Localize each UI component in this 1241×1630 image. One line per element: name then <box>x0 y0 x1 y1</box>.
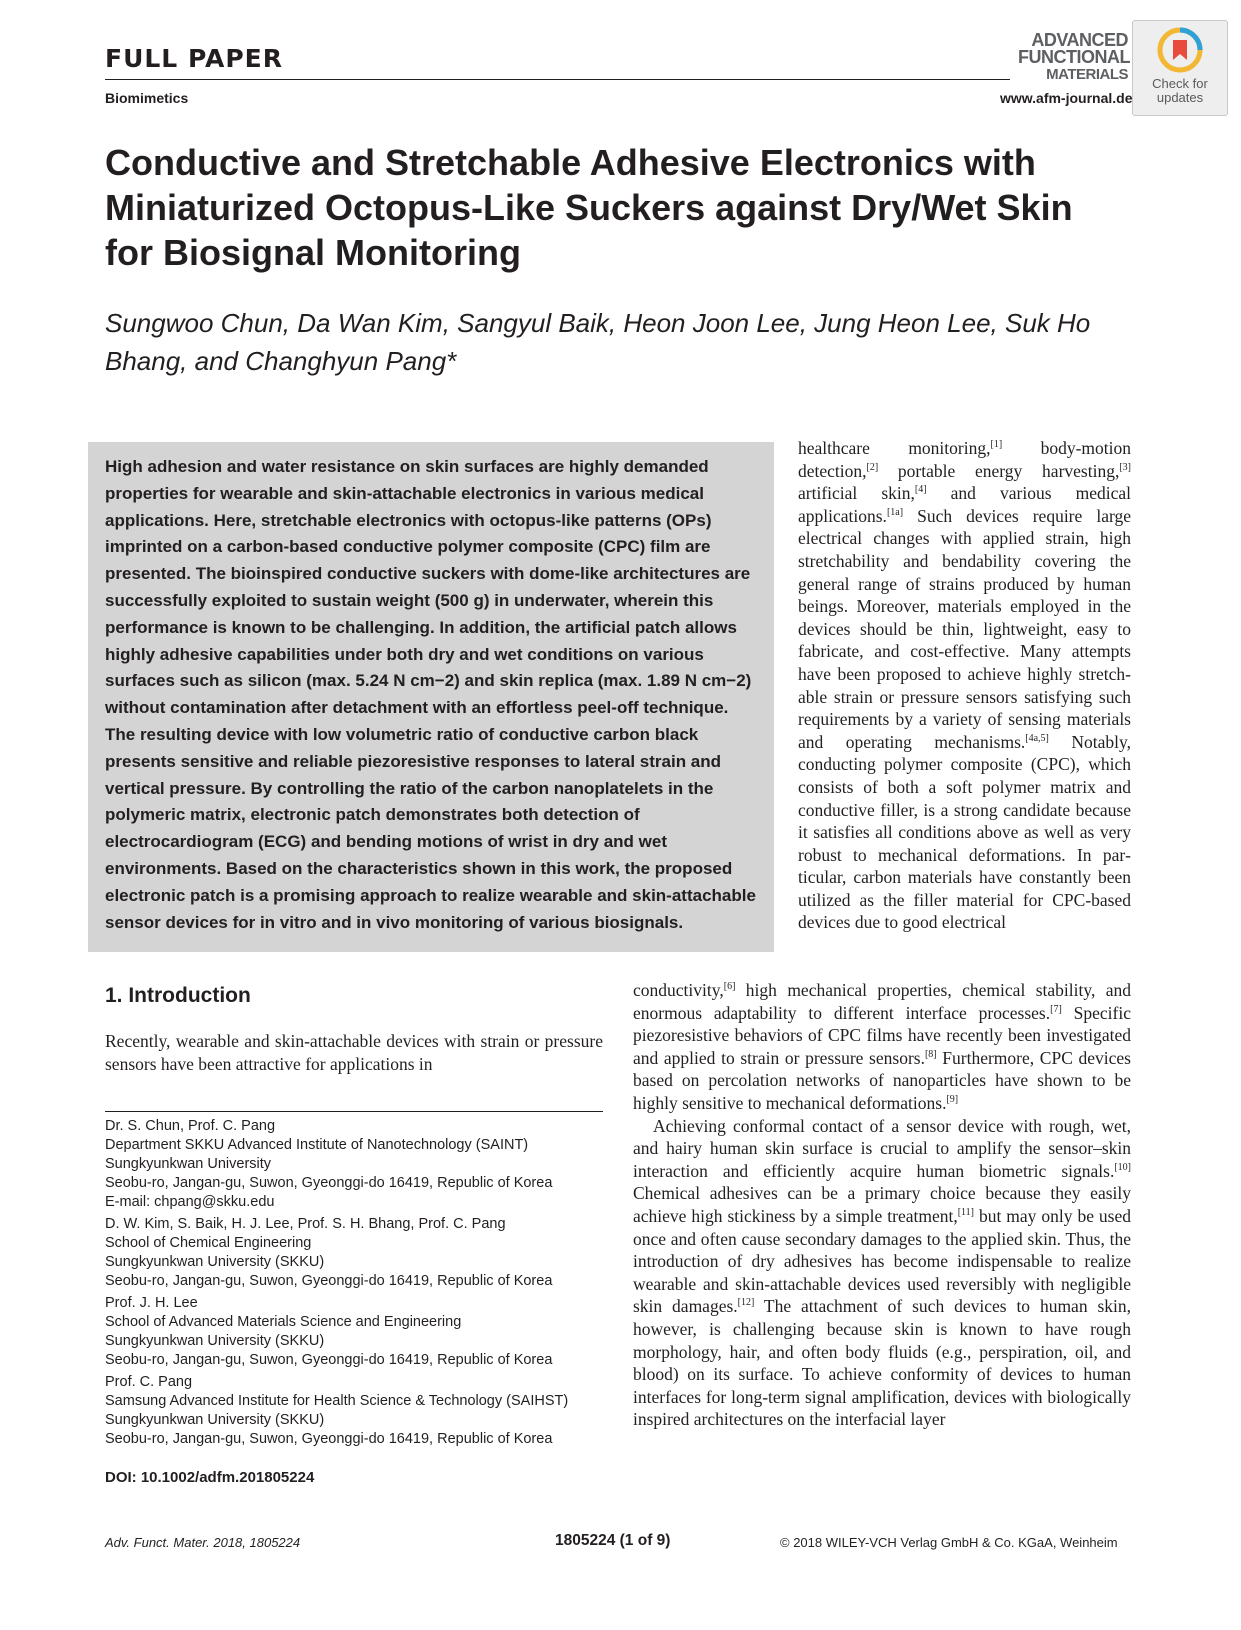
affiliation-line: Seobu-ro, Jangan-gu, Suwon, Gyeonggi-do 16419, Republic of Korea <box>105 1352 553 1368</box>
affiliation-block <box>105 1117 615 1212</box>
affiliation-block <box>105 1373 615 1449</box>
affiliation-line: School of Advanced Materials Science and Engineering <box>105 1314 462 1330</box>
footer-copyright: © 2018 WILEY-VCH Verlag GmbH & Co. KGaA, Weinheim <box>780 1535 1118 1550</box>
journal-logo <box>1018 32 1128 83</box>
affiliation-line: Sungkyunkwan University <box>105 1156 272 1172</box>
body-text-right-top <box>798 437 1131 934</box>
journal-url-link[interactable]: www.afm-journal.de <box>1000 90 1133 106</box>
affiliation-line: E-mail: chpang@skku.edu <box>105 1194 275 1210</box>
affiliation-line: Seobu-ro, Jangan-gu, Suwon, Gyeonggi-do 16419, Republic of Korea <box>105 1175 553 1191</box>
section-label: Biomimetics <box>105 90 189 106</box>
affiliation-line: Samsung Advanced Institute for Health Science & Technology (SAIHST) <box>105 1393 569 1409</box>
affiliation-line: D. W. Kim, S. Baik, H. J. Lee, Prof. S. H. Bhang, Prof. C. Pang <box>105 1216 506 1232</box>
author-list: Sungwoo Chun, Da Wan Kim, Sangyul Baik, Heon Joon Lee, Jung Heon Lee, Suk Ho Bhang, and Changhyun Pang* <box>105 308 1091 376</box>
affiliation-line: Dr. S. Chun, Prof. C. Pang <box>105 1118 276 1134</box>
journal-logo-line: FUNCTIONAL <box>1018 47 1130 67</box>
doi-link[interactable]: DOI: 10.1002/adfm.201805224 <box>105 1469 315 1486</box>
journal-logo-line: MATERIALS <box>1046 66 1128 83</box>
body-text-right-bottom <box>633 979 1131 1431</box>
affiliation-line: Seobu-ro, Jangan-gu, Suwon, Gyeonggi-do 16419, Republic of Korea <box>105 1273 553 1289</box>
check-for-updates-button[interactable] <box>1132 20 1228 116</box>
affiliation-line: Sungkyunkwan University (SKKU) <box>105 1333 325 1349</box>
footer-journal-ref: Adv. Funct. Mater. 2018, 1805224 <box>105 1535 301 1550</box>
body-text: healthcare monitoring,[1] body-motion detection,[2] portable energy harvesting,[3] artificial skin,[4] and various medical applications.[1a] Such devices require large electrical changes with applied strain, high stretchability and bendability covering the general range of strains produced by human beings. Moreover, materials employed in the devices should be thin, lightweight, easy to fabricate, and cost-effective. Many attempts have been proposed to achieve highly stretchable strain or pressure sensors satisfying such requirements by a variety of sensing materials and operating mechanisms.[4a,5] Notably, conducting polymer composite (CPC), which consists of both a soft polymer matrix and conductive filler, is a strong candidate because it satisfies all conditions above as well as very robust to mechanical deformations. In particular, carbon materials have constantly been utilized as the filler material for CPC-based devices due to good electrical <box>798 438 1131 933</box>
header-label: FULL PAPER <box>105 44 283 73</box>
affiliation-block <box>105 1294 615 1370</box>
affiliations <box>105 1117 615 1452</box>
affiliation-line: Department SKKU Advanced Institute of Nanotechnology (SAINT) <box>105 1137 529 1153</box>
paragraph: conductivity,[6] high mechanical properties, chemical stability, and enormous adaptability to different interface processes.[7] Specific piezoresistive behaviors of CPC films have recently been investigated and applied to strain or pressure sensors.[8] Furthermore, CPC devices based on percolation networks of nanoparticles have shown to be highly sensitive to mechanical deformations.[9] <box>633 980 1131 1113</box>
abstract-text: High adhesion and water resistance on skin surfaces are highly demanded properties for wearable and skin-attachable electronics in various medical applications. Here, stretchable electronics with octopus-like patterns (OPs) imprinted on a carbon-based conductive polymer composite (CPC) film are presented. The bioinspired conductive suckers with dome-like architectures are successfully exploited to sustain weight (500 g) in underwater, wherein this performance is known to be challenging. In addition, the artificial patch allows highly adhesive capabilities under both dry and wet conditions on various surfaces such as silicon (max. 5.24 N cm−2) and skin replica (max. 1.89 N cm−2) without contamination after detachment with an effortless peel-off technique. The resulting device with low volumetric ratio of conductive carbon black presents sensitive and reliable piezoresistive responses to lateral strain and vertical pressure. By controlling the ratio of the carbon nanoplatelets in the polymeric matrix, electronic patch demonstrates both detection of electrocardiogram (ECG) and bending motions of wrist in dry and wet environments. Based on the characteristics shown in this work, the proposed electronic patch is a promising approach to realize wearable and skin-attachable sensor devices for in vitro and in vivo monitoring of various biosignals. <box>105 457 756 932</box>
paragraph: Achieving conformal contact of a sensor device with rough, wet, and hairy human skin surface is crucial to amplify the sensor–skin interaction and efficiently acquire human biometric signals.[10] Chemical adhesives can be a primary choice because they easily achieve high stickiness by a simple treatment,[11] but may only be used once and often cause secondary damages to the applied skin. Thus, the introduction of dry adhesives has become indispensable to realize wearable and skin-attachable devices used reversibly with negligible skin damages.[12] The attachment of such devices to human skin, however, is challenging because skin is known to have rough morphology, hair, and often body fluids (e.g., perspiration, oil, and blood) on its surface. To achieve conformity of devices to human interfaces for long-term signal amplification, devices with biologically inspired architectures on the interfacial layer <box>633 1115 1132 1430</box>
header-rule <box>105 79 1010 80</box>
affiliation-line: School of Chemical Engineering <box>105 1235 312 1251</box>
affiliation-block <box>105 1215 615 1291</box>
affiliation-line: Sungkyunkwan University (SKKU) <box>105 1412 325 1428</box>
footer-page-number: 1805224 (1 of 9) <box>555 1532 671 1549</box>
body-text-left: Recently, wearable and skin-attachable devices with strain or pressure sensors have been attractive for applications in <box>105 1031 603 1074</box>
paper-title: Conductive and Stretchable Adhesive Electronics with Miniaturized Octopus-Like Suckers against Dry/Wet Skin for Biosignal Monitoring <box>105 142 1073 273</box>
section-heading: 1. Introduction <box>105 984 251 1007</box>
journal-logo-line: ADVANCED <box>1031 30 1128 50</box>
affiliation-rule <box>105 1111 603 1112</box>
affiliation-line: Prof. C. Pang <box>105 1374 193 1390</box>
affiliation-line: Prof. J. H. Lee <box>105 1295 198 1311</box>
affiliation-line: Sungkyunkwan University (SKKU) <box>105 1254 325 1270</box>
check-for-updates-label: Check for updates <box>1152 76 1208 105</box>
affiliation-line: Seobu-ro, Jangan-gu, Suwon, Gyeonggi-do 16419, Republic of Korea <box>105 1431 553 1447</box>
crossmark-icon <box>1157 27 1203 73</box>
